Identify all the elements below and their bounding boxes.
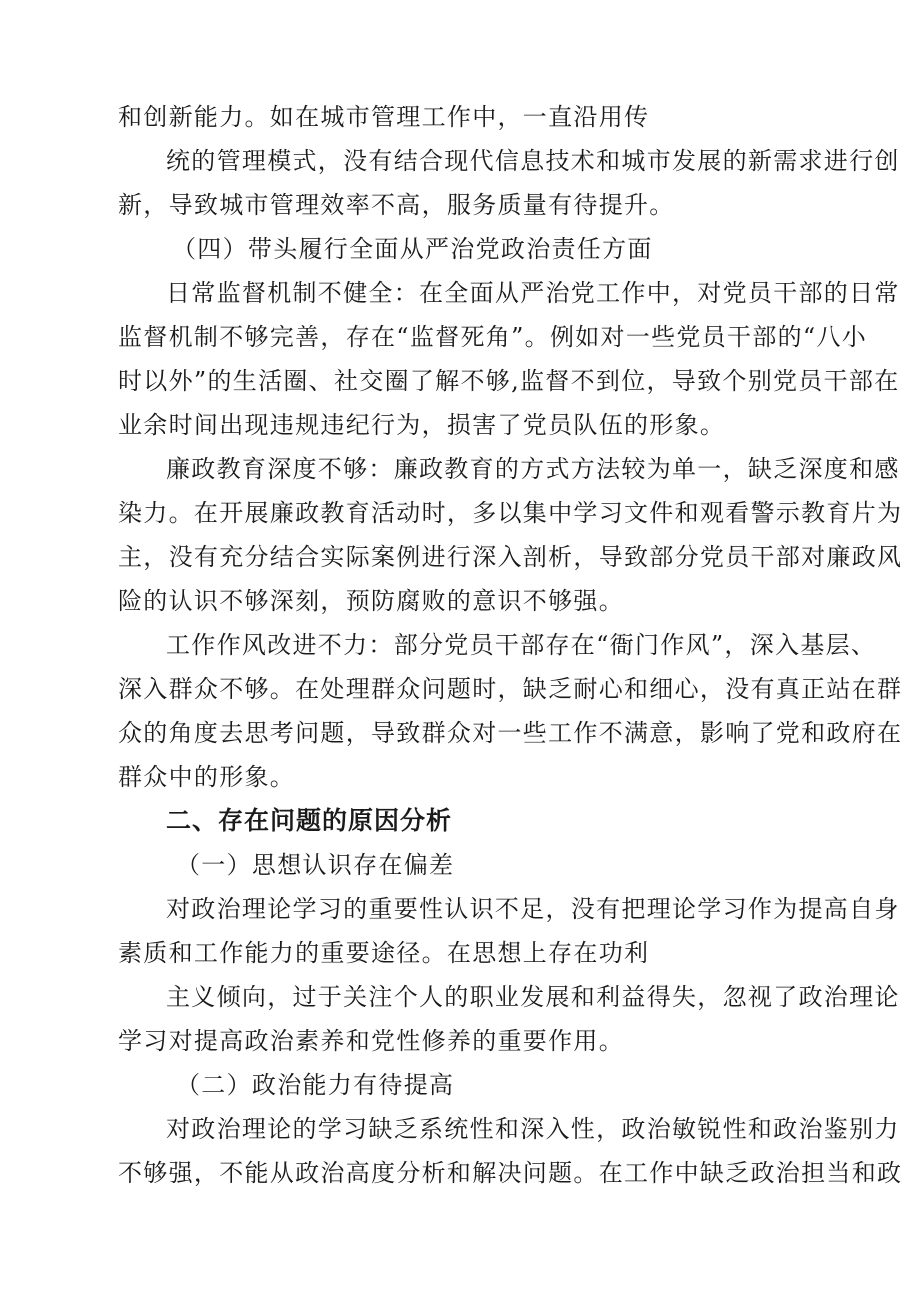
text-line: 学习对提高政治素养和党性修养的重要作用。 (118, 1027, 624, 1055)
text-line: 对政治理论学习的重要性认识不足，没有把理论学习作为提高自身 (166, 895, 900, 923)
text-line: 群众中的形象。 (118, 763, 296, 791)
section-subheading: （二）政治能力有待提高 (176, 1071, 455, 1099)
text-line: 日常监督机制不健全：在全面从严治党工作中，对党员干部的日常 (166, 279, 900, 307)
text-line: 新，导致城市管理效率不高，服务质量有待提升。 (118, 191, 675, 219)
text-line: 统的管理模式，没有结合现代信息技术和城市发展的新需求进行创 (166, 147, 900, 175)
text-line: 素质和工作能力的重要途径。在思想上存在功利 (118, 939, 650, 967)
text-line: 和创新能力。如在城市管理工作中，一直沿用传 (118, 103, 650, 131)
text-line: 时以外”的生活圈、社交圈了解不够,监督不到位，导致个别党员干部在 (118, 367, 900, 395)
text-line: 深入群众不够。在处理群众问题时，缺乏耐心和细心，没有真正站在群 (118, 675, 903, 703)
text-line: 险的认识不够深刻，预防腐败的意识不够强。 (118, 587, 624, 615)
text-line: 主义倾向，过于关注个人的职业发展和利益得失，忽视了政治理论 (166, 983, 900, 1011)
text-line: 监督机制不够完善，存在“监督死角”。例如对一些党员干部的“八小 (118, 323, 868, 351)
text-line: 染力。在开展廉政教育活动时，多以集中学习文件和观看警示教育片为 (118, 499, 903, 527)
text-line: 对政治理论的学习缺乏系统性和深入性，政治敏锐性和政治鉴别力 (166, 1115, 900, 1143)
text-line: 不够强，不能从政治高度分析和解决问题。在工作中缺乏政治担当和政 (118, 1159, 903, 1187)
text-line: 工作作风改进不力：部分党员干部存在“衙门作风”，深入基层、 (166, 631, 877, 659)
text-line: 业余时间出现违规违纪行为，损害了党员队伍的形象。 (118, 411, 726, 439)
section-heading: 二、存在问题的原因分析 (166, 806, 453, 835)
text-line: 廉政教育深度不够：廉政教育的方式方法较为单一，缺乏深度和感 (166, 455, 900, 483)
text-line: 众的角度去思考问题，导致群众对一些工作不满意，影响了党和政府在 (118, 719, 903, 747)
text-line: 主，没有充分结合实际案例进行深入剖析，导致部分党员干部对廉政风 (118, 543, 903, 571)
section-subheading: （四）带头履行全面从严治党政治责任方面 (172, 235, 653, 263)
section-subheading: （一）思想认识存在偏差 (176, 851, 455, 879)
